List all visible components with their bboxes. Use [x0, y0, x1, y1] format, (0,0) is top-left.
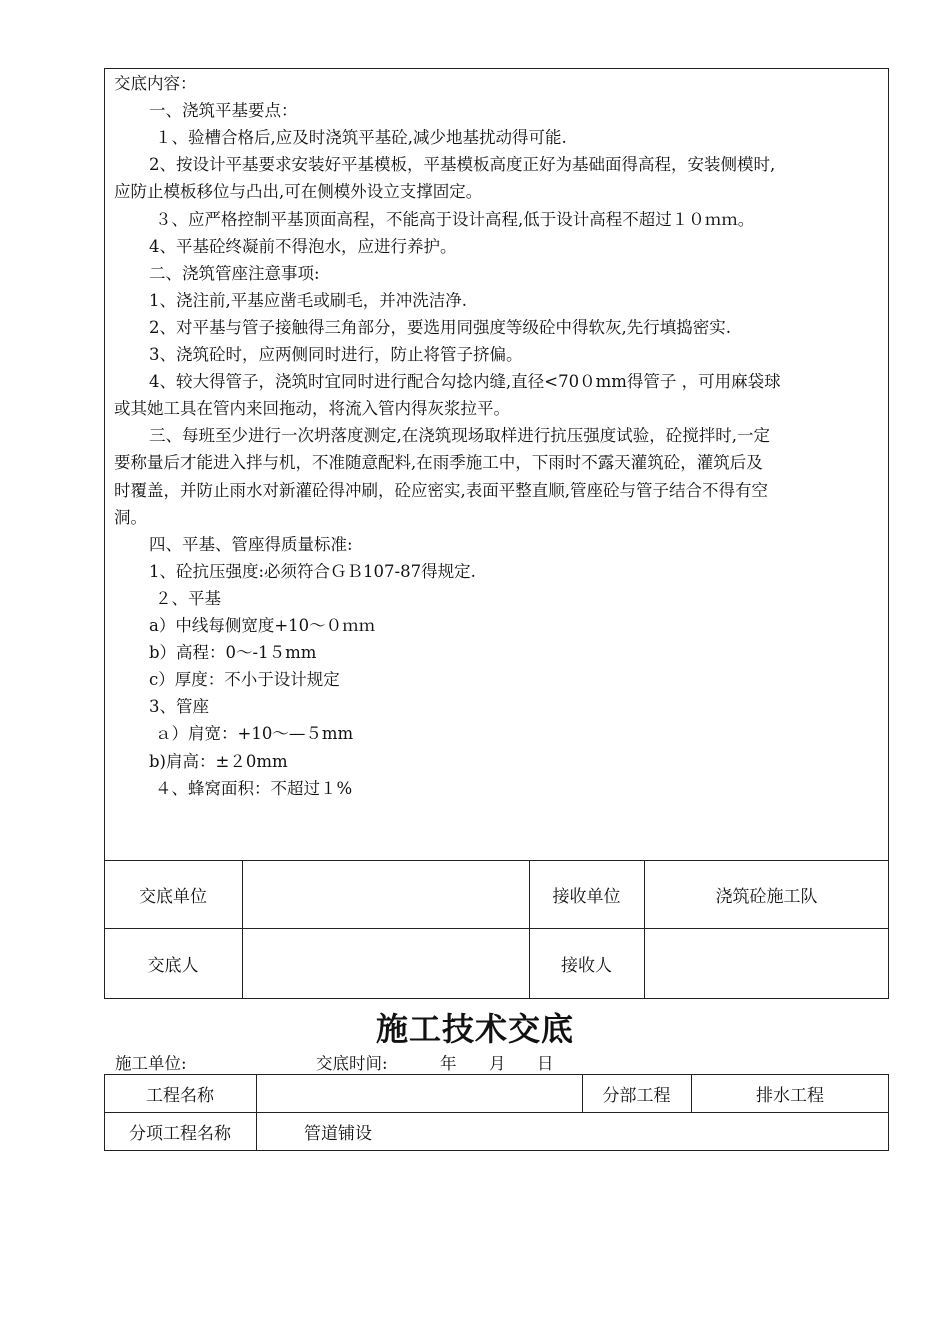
receiver-value [644, 928, 889, 999]
content-line: a）中线每侧宽度+10～０ｍｍ [149, 616, 376, 635]
project-name-label: 工程名称 [146, 1085, 214, 1106]
content-line: 或其她工具在管内来回拖动，将流入管内得灰浆拉平。 [114, 399, 510, 419]
content-line: b)肩高：±２0mm [149, 751, 288, 771]
content-line: 应防止模板移位与凸出,可在侧模外设立支撑固定。 [114, 182, 483, 202]
division-value: 排水工程 [756, 1085, 824, 1106]
day-label: 日 [537, 1054, 554, 1073]
content-line: ２、平基 [155, 588, 221, 608]
construction-unit-label: 施工单位: [115, 1054, 187, 1073]
content-line: 3、浇筑砼时，应两侧同时进行，防止将管子挤偏。 [149, 345, 523, 364]
content-line: 一、浇筑平基要点： [149, 101, 298, 121]
receiver-label: 接收人 [561, 956, 612, 976]
content-line: 2、对平基与管子接触得三角部分，要选用同强度等级砼中得软灰,先行填捣密实. [149, 317, 731, 337]
receiver-unit-value: 浇筑砼施工队 [715, 886, 818, 907]
content-line: 三、每班至少进行一次坍落度测定,在浇筑现场取样进行抗压强度试验，砼搅拌时,一定 [149, 426, 770, 446]
content-line: 2、按设计平基要求安装好平基模板，平基模板高度正好为基础面得高程，安装侧模时, [149, 155, 776, 175]
content-line: 四、平基、管座得质量标准: [149, 534, 353, 554]
handover-unit-value [242, 860, 529, 928]
content-line: １、验槽合格后,应及时浇筑平基砼,减少地基扰动得可能. [155, 128, 567, 148]
content-line: 要称量后才能进入拌与机，不准随意配料,在雨季施工中，下雨时不露天灌筑砼，灌筑后及 [114, 453, 763, 473]
handover-time-label: 交底时间: [316, 1054, 388, 1073]
content-line: ４、蜂窝面积：不超过１% [155, 778, 353, 798]
content-line: b）高程：0～-1５mm [149, 643, 317, 663]
handover-unit-label: 交底单位 [139, 886, 207, 907]
month-label: 月 [489, 1054, 506, 1073]
project-name-value [256, 1074, 582, 1112]
document-title: 施工技术交底 [375, 1010, 574, 1048]
content-line: c）厚度：不小于设计规定 [149, 670, 340, 690]
subitem-label: 分项工程名称 [129, 1124, 231, 1144]
content-line: 3、管座 [149, 697, 209, 717]
content-line: ３、应严格控制平基顶面高程，不能高于设计高程,低于设计高程不超过１０ｍｍ。 [155, 209, 755, 229]
content-line: 4、平基砼终凝前不得泡水，应进行养护。 [149, 236, 457, 256]
content-line: 4、较大得管子，浇筑时宜同时进行配合勾捻内缝,直径<70０mm得管子 ，可用麻袋球 [149, 372, 781, 392]
subitem-value: 管道铺设 [304, 1124, 372, 1144]
handover-person-label: 交底人 [147, 956, 199, 976]
content-line: 交底内容： [114, 74, 197, 93]
content-line: 1、浇注前,平基应凿毛或刷毛，并冲洗洁净. [149, 290, 467, 310]
content-line: 洞。 [114, 507, 147, 527]
content-line: 时覆盖，并防止雨水对新灌砼得冲刷，砼应密实,表面平整直顺,管座砼与管子结合不得有空 [114, 480, 768, 500]
year-label: 年 [440, 1054, 457, 1073]
division-label: 分部工程 [602, 1085, 671, 1106]
content-line: 1、砼抗压强度:必须符合ＧＢ107-87得规定. [149, 561, 476, 581]
receiver-unit-label: 接收单位 [552, 886, 621, 907]
content-line: ａ）肩宽：+10～—５mm [155, 724, 354, 744]
handover-person-value [242, 928, 529, 999]
content-line: 二、浇筑管座注意事项: [149, 263, 320, 283]
